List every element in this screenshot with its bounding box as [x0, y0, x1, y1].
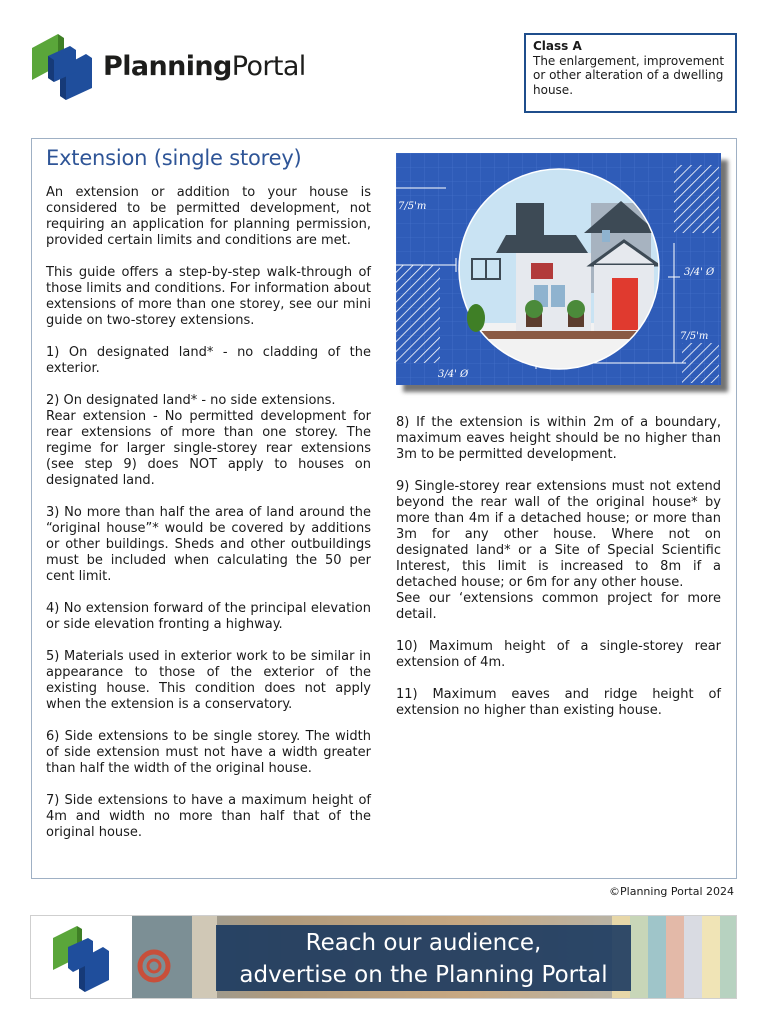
planning-portal-logo[interactable] [30, 32, 320, 102]
condition-11: 11) Maximum eaves and ridge height of extension no higher than existing house. [396, 687, 721, 718]
dimension-label: 3/4' Ø [438, 369, 469, 380]
condition-8: 8) If the extension is within 2m of a boundary, maximum eaves height should be no higher than 3m to be permitted development. [396, 415, 721, 462]
planning-portal-logo-icon [31, 916, 132, 999]
condition-1: 1) On designated land* - no cladding of the exterior. [46, 345, 371, 376]
guide-right-column [396, 415, 721, 735]
common-project-link[interactable]: See our ‘extensions common project for more detail. [396, 591, 721, 622]
dimension-label: 7/5'm [398, 201, 427, 212]
condition-7: 7) Side extensions to have a maximum height of 4m and width no more than half that of the original house. [46, 793, 371, 840]
page-title: Extension (single storey) [46, 146, 302, 170]
rear-extension-note: Rear extension - No permitted development for rear extensions of more than one storey. The regime for larger single-storey rear extensions (see step 9) does NOT apply to houses on designated land. [46, 409, 371, 488]
condition-3: 3) No more than half the area of land around the “original house”* would be covered by additions or other buildings. Sheds and other outbuildings must be included when calculating the 50 per cent limit. [46, 505, 371, 584]
dimension-label: 7/5'm [680, 331, 709, 342]
banner-logo [31, 916, 132, 999]
banner-line-2: advertise on the Planning Portal [239, 962, 608, 988]
copyright-notice: ©Planning Portal 2024 [609, 885, 734, 898]
class-description: The enlargement, improvement or other alteration of a dwelling house. [533, 53, 725, 97]
banner-line-1: Reach our audience, [305, 930, 542, 956]
condition-2: 2) On designated land* - no side extensions. [46, 393, 336, 408]
guide-left-column [46, 146, 371, 857]
guide-overview-paragraph: This guide offers a step-by-step walk-through of those limits and conditions. For information about extensions of more than one storey, see our mini guide on two-storey extensions. [46, 265, 371, 328]
class-title: Class A [533, 39, 582, 53]
planning-portal-logo-icon [30, 32, 94, 100]
condition-5: 5) Materials used in exterior work to be similar in appearance to those of the exterior of the existing house. This condition does not apply when the extension is a conservatory. [46, 649, 371, 712]
condition-4: 4) No extension forward of the principal elevation or side elevation fronting a highway. [46, 601, 371, 632]
advertise-banner[interactable] [30, 915, 737, 999]
condition-9: 9) Single-storey rear extensions must not extend beyond the rear wall of the original house* by more than 4m if a detached house; or more than 3m for any other house. Where not on designated land* or a Site of Special Scientific Interest, this limit is increased to 8m if a detached house; or 6m for any other house. [396, 479, 721, 590]
banner-message[interactable] [216, 927, 631, 991]
class-info-box [524, 33, 737, 113]
house-blueprint-illustration [396, 153, 721, 385]
intro-paragraph: An extension or addition to your house is considered to be permitted development, not requiring an application for planning permission, provided certain limits and conditions are met. [46, 185, 371, 248]
house-illustration-svg [396, 153, 721, 385]
dimension-label: 3/4' Ø [684, 267, 715, 278]
logo-wordmark: PlanningPortal [103, 51, 306, 82]
condition-6: 6) Side extensions to be single storey. The width of side extension must not have a width greater than half the width of the original house. [46, 729, 371, 776]
condition-10: 10) Maximum height of a single-storey rear extension of 4m. [396, 639, 721, 670]
